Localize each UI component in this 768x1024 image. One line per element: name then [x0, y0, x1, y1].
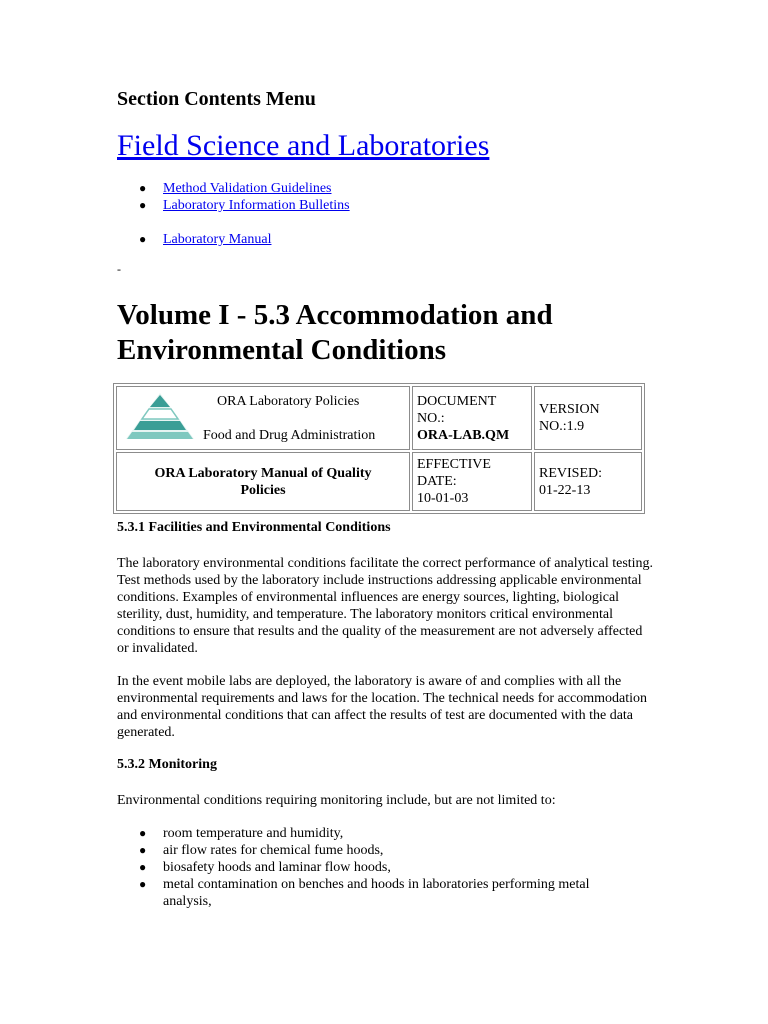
list-item: [117, 180, 637, 197]
version-cell: [534, 386, 642, 450]
list-item: [117, 859, 637, 876]
bullet-icon: ●: [139, 232, 147, 246]
version-label: VERSION NO.:1.9: [539, 402, 600, 434]
list-item: [117, 842, 637, 859]
section-531-paragraph-1: The laboratory environmental conditions facilitate the correct performance of analytical testing. Test methods used by the laboratory include instructions addressing applicable environmental conditions. Examples of environmental influences are energy sources, lighting, biological sterility, dust, humidity, and temperature. The laboratory monitors critical environmental conditions to ensure that results and the quality of the measurement are not adversely affected or invalidated.: [117, 556, 654, 656]
bullet-icon: ●: [139, 826, 147, 840]
effective-date-label: EFFECTIVE DATE:: [417, 457, 491, 489]
doc-number-label: DOCUMENT NO.:: [417, 393, 497, 426]
effective-date-value: 10-01-03: [417, 491, 469, 506]
org-policies-label: ORA Laboratory Policies: [217, 394, 360, 409]
list-item: [117, 825, 637, 842]
bullet-icon: ●: [139, 181, 147, 195]
manual-title: ORA Laboratory Manual of Quality Policies: [154, 465, 372, 498]
lab-info-bulletins-link[interactable]: Laboratory Information Bulletins: [163, 198, 350, 213]
section-531-heading: 5.3.1 Facilities and Environmental Conditions: [117, 520, 391, 535]
doc-number-value: ORA-LAB.QM: [417, 427, 510, 443]
section-532-heading: 5.3.2 Monitoring: [117, 757, 217, 772]
method-validation-link[interactable]: Method Validation Guidelines: [163, 181, 332, 196]
monitoring-item: air flow rates for chemical fume hoods,: [163, 843, 384, 858]
revised-label: REVISED:: [539, 465, 602, 481]
list-item: [117, 876, 637, 910]
monitoring-intro: Environmental conditions requiring monitoring include, but are not limited to:: [117, 793, 556, 808]
list-item: [117, 197, 637, 214]
section-531-paragraph-2: In the event mobile labs are deployed, the laboratory is aware of and complies with all the environmental requirements and laws for the location. The technical needs for accommodation and environmental conditions that can affect the results of test are documented with the data generated.: [117, 674, 647, 740]
document-info-table: [113, 383, 645, 514]
monitoring-item: room temperature and humidity,: [163, 826, 344, 841]
logo-cell: [116, 386, 410, 450]
monitoring-list: [117, 825, 637, 910]
manual-title-cell: [116, 452, 410, 511]
field-science-link[interactable]: Field Science and Laboratories: [117, 129, 490, 162]
separator-dash: -: [117, 262, 121, 276]
resource-links-list: [117, 180, 637, 214]
section-contents-menu-heading: Section Contents Menu: [117, 88, 316, 110]
manual-links-list: [117, 231, 637, 248]
list-item: [117, 231, 637, 248]
bullet-icon: ●: [139, 877, 147, 891]
triangle-logo-icon: [124, 391, 196, 441]
doc-number-cell: [412, 386, 532, 450]
effective-date-cell: [412, 452, 532, 511]
lab-manual-link[interactable]: Laboratory Manual: [163, 232, 272, 247]
bullet-icon: ●: [139, 198, 147, 212]
page-title: Volume I - 5.3 Accommodation and Environmental Conditions: [117, 299, 553, 366]
bullet-icon: ●: [139, 860, 147, 874]
revised-value: 01-22-13: [539, 482, 591, 498]
monitoring-item: biosafety hoods and laminar flow hoods,: [163, 860, 391, 875]
bullet-icon: ●: [139, 843, 147, 857]
fda-label: Food and Drug Administration: [203, 428, 376, 443]
monitoring-item: metal contamination on benches and hoods in laboratories performing metal analysis,: [163, 877, 590, 909]
revised-cell: [534, 452, 642, 511]
